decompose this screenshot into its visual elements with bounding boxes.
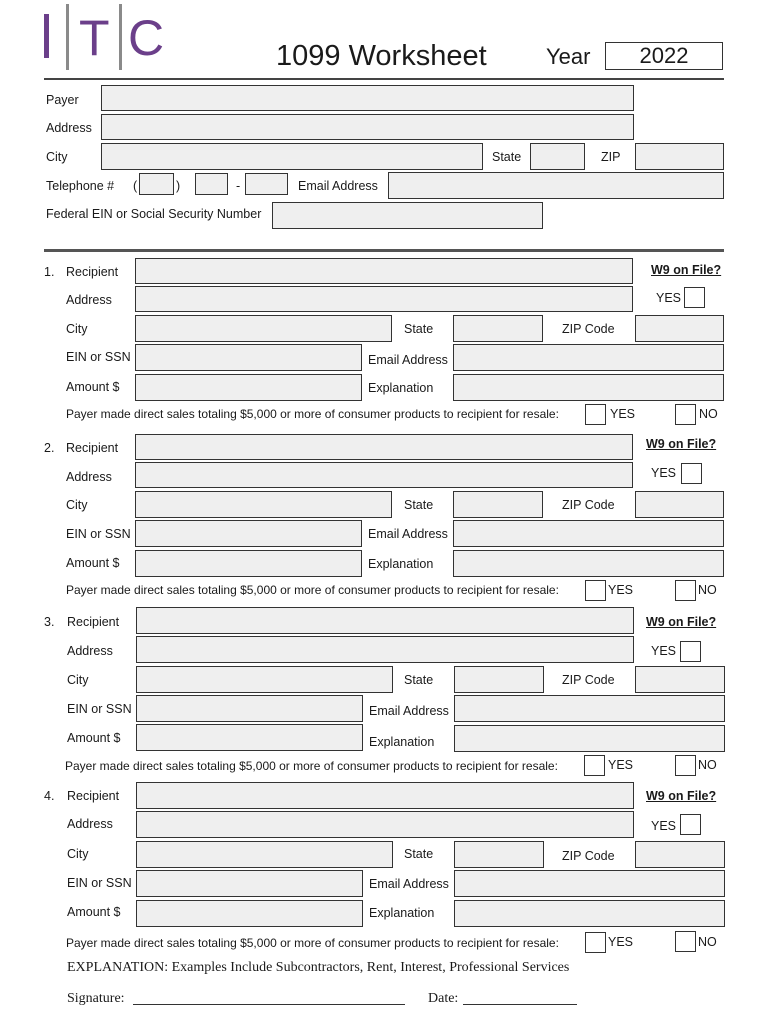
direct-sales-no-label: NO [698,935,717,949]
recipient-explanation-label: Explanation [368,557,434,571]
payer-state-label: State [492,150,522,164]
w9-yes-label: YES [656,291,682,305]
recipient-amount-label: Amount $ [67,905,121,919]
recipient-zip-field[interactable] [635,841,725,868]
direct-sales-yes-label: YES [608,583,634,597]
recipient-email-label: Email Address [368,527,448,541]
recipient-amount-field[interactable] [136,900,363,927]
direct-sales-yes-label: YES [608,935,634,949]
tel-close-paren: ) [176,179,181,193]
recipient-number: 4. [44,789,55,803]
direct-sales-question: Payer made direct sales totaling $5,000 or more of consumer products to recipient for resale: [66,583,559,597]
recipient-name-label: Recipient [67,789,120,803]
recipient-state-label: State [404,498,434,512]
recipient-amount-label: Amount $ [66,556,120,570]
recipient-city-label: City [66,322,88,336]
recipient-explanation-label: Explanation [368,381,434,395]
direct-sales-question: Payer made direct sales totaling $5,000 or more of consumer products to recipient for resale: [66,936,559,950]
payer-ein-label: Federal EIN or Social Security Number [46,207,262,221]
w9-on-file-label: W9 on File? [646,615,717,629]
w9-on-file-label: W9 on File? [646,437,717,451]
recipient-state-label: State [404,673,434,687]
recipient-number: 2. [44,441,55,455]
recipient-state-label: State [404,322,434,336]
payer-telephone-label: Telephone # [46,179,115,193]
recipient-ein-label: EIN or SSN [67,876,132,890]
recipient-address-label: Address [67,644,113,658]
recipient-name-label: Recipient [66,441,119,455]
w9-on-file-label: W9 on File? [646,789,717,803]
payer-address-label: Address [46,121,92,135]
recipient-name-label: Recipient [67,615,120,629]
direct-sales-no-checkbox[interactable] [675,931,696,952]
tel-open-paren: ( [133,179,138,193]
page-title: 1099 Worksheet [276,40,487,72]
tel-dash: - [236,179,241,193]
recipient-ein-label: EIN or SSN [66,350,131,364]
w9-yes-checkbox[interactable] [680,814,701,835]
recipient-amount-label: Amount $ [66,380,120,394]
recipient-name-field[interactable] [136,782,634,809]
recipient-zip-label: ZIP Code [562,673,615,687]
w9-yes-label: YES [651,644,677,658]
recipient-email-label: Email Address [368,353,448,367]
recipient-city-field[interactable] [136,841,393,868]
recipient-address-label: Address [67,817,113,831]
recipient-address-label: Address [66,293,112,307]
direct-sales-no-label: NO [699,407,718,421]
payer-email-label: Email Address [298,179,378,193]
direct-sales-yes-checkbox[interactable] [585,932,606,953]
recipient-address-label: Address [66,470,112,484]
recipient-email-label: Email Address [369,877,449,891]
direct-sales-no-label: NO [698,758,717,772]
w9-yes-label: YES [651,819,677,833]
recipient-explanation-field[interactable] [454,900,725,927]
recipient-zip-label: ZIP Code [562,498,615,512]
w9-yes-label: YES [651,466,677,480]
recipient-block [0,526,770,956]
svg-text:C: C [128,10,165,66]
recipient-address-field[interactable] [136,811,634,838]
svg-text:T: T [79,10,110,66]
recipient-email-field[interactable] [454,870,725,897]
recipient-ein-label: EIN or SSN [67,702,132,716]
recipient-number: 3. [44,615,55,629]
recipient-ein-label: EIN or SSN [66,527,131,541]
payer-label: Payer [46,93,79,107]
direct-sales-question: Payer made direct sales totaling $5,000 or more of consumer products to recipient for resale: [65,759,558,773]
recipient-zip-label: ZIP Code [562,322,615,336]
payer-city-label: City [46,150,68,164]
recipient-explanation-label: Explanation [369,735,435,749]
recipient-amount-label: Amount $ [67,731,121,745]
recipient-city-label: City [66,498,88,512]
recipient-number: 1. [44,265,55,279]
direct-sales-yes-label: YES [610,407,636,421]
direct-sales-yes-label: YES [608,758,634,772]
direct-sales-no-label: NO [698,583,717,597]
explanation-note: EXPLANATION: Examples Include Subcontractors, Rent, Interest, Professional Services [67,960,570,975]
recipient-state-field[interactable] [454,841,544,868]
w9-on-file-label: W9 on File? [651,263,722,277]
payer-zip-label: ZIP [601,150,621,164]
date-line[interactable] [463,1004,577,1005]
signature-label: Signature: [67,991,125,1006]
signature-line[interactable] [133,1004,405,1005]
recipient-state-label: State [404,847,434,861]
recipient-explanation-label: Explanation [369,906,435,920]
year-value: 2022 [639,43,689,68]
recipient-city-label: City [67,673,89,687]
date-label: Date: [428,991,459,1006]
recipient-name-label: Recipient [66,265,119,279]
recipient-city-label: City [67,847,89,861]
year-label: Year [546,44,591,69]
recipient-ein-field[interactable] [136,870,363,897]
recipient-zip-label: ZIP Code [562,849,615,863]
direct-sales-question: Payer made direct sales totaling $5,000 or more of consumer products to recipient for resale: [66,407,559,421]
recipient-email-label: Email Address [369,704,449,718]
